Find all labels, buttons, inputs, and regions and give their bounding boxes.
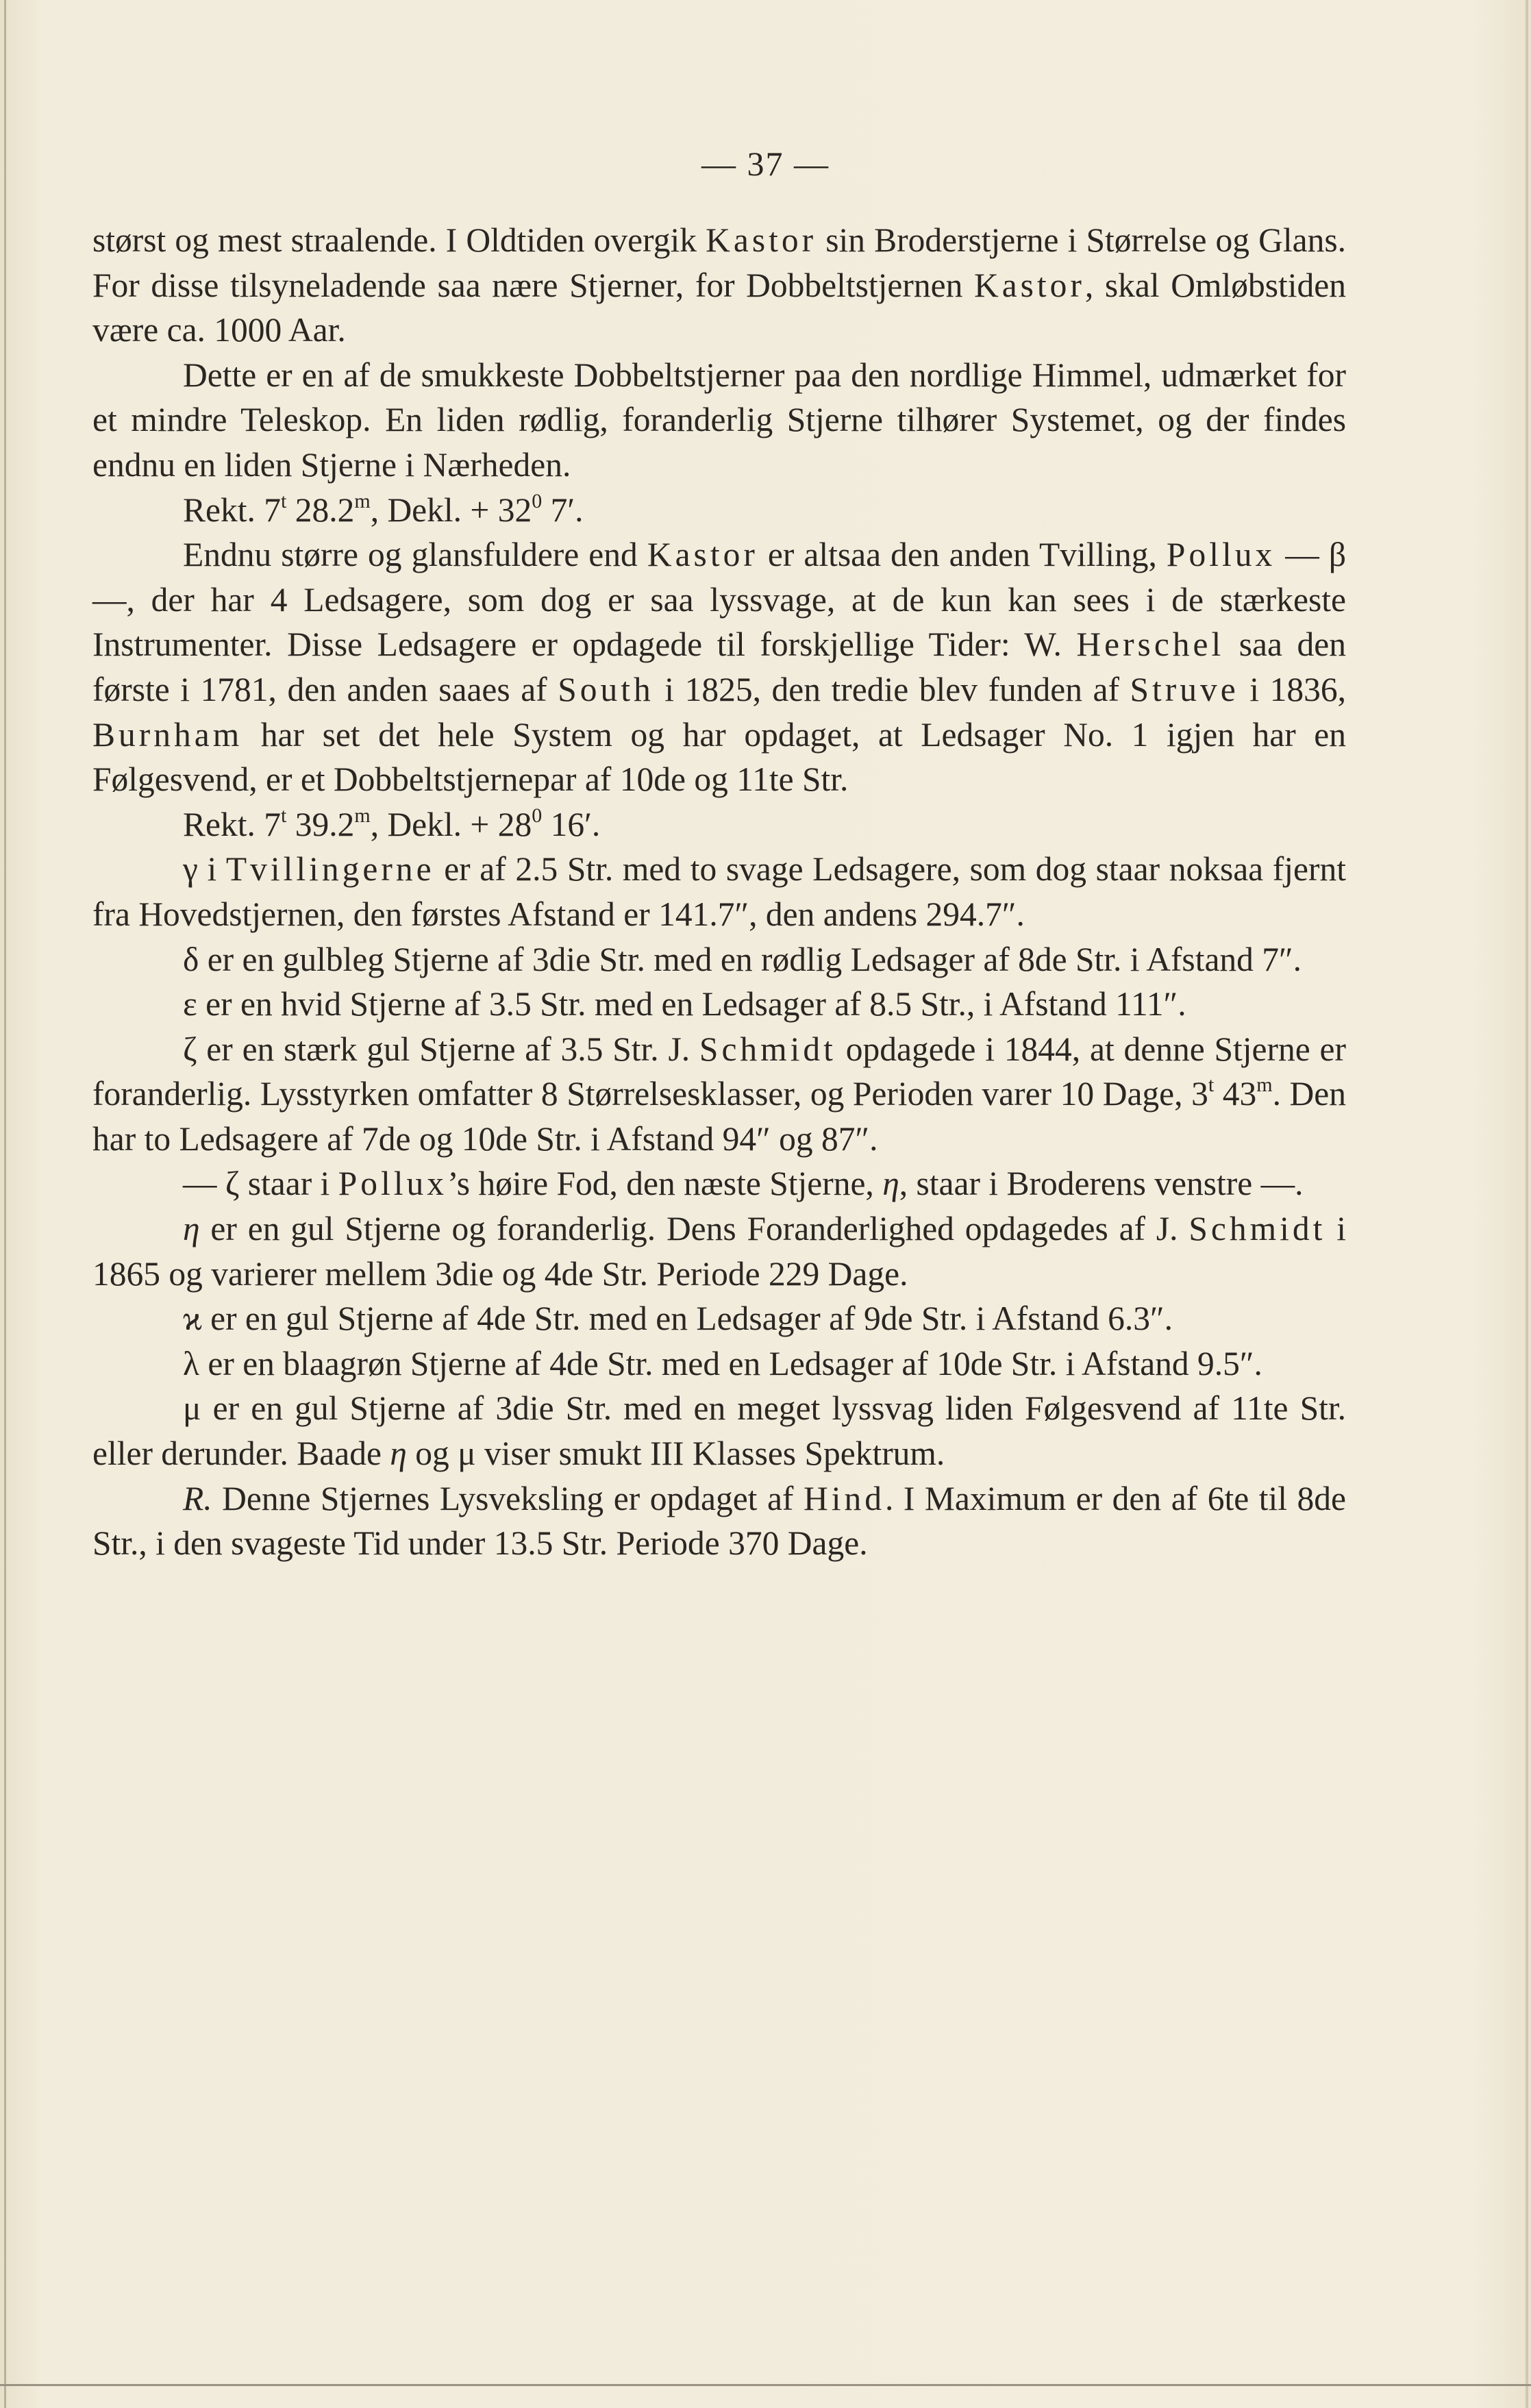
page-right-edge: [1526, 0, 1528, 2408]
paragraph-8: ε er en hvid Stjerne af 3.5 Str. med en Ledsager af 8.5 Str., i Afstand 111″.: [183, 985, 1186, 1023]
paragraph-6: γ i Tvillingerne er af 2.5 Str. med to svage Ledsagere, som dog staar noksaa fjernt fra Hovedstjernen, den førstes Afstand er 141.7″, den andens 294.7″.: [92, 850, 1346, 933]
paragraph-13: λ er en blaagrøn Stjerne af 4de Str. med en Ledsager af 10de Str. i Afstand 9.5″.: [183, 1344, 1262, 1382]
body-text: [92, 218, 1346, 1566]
page-number: — 37 —: [701, 145, 830, 183]
paragraph-9: ζ er en stærk gul Stjerne af 3.5 Str. J. Schmidt opdagede i 1844, at denne Stjerne er foranderlig. Lysstyrken omfatter 8 Størrelsesklasser, og Perioden varer 10 Dage, 3$^t$ 43$^m$. Den har to Ledsagere af 7de og 10de Str. i Afstand 94″ og 87″.: [92, 1030, 1347, 1158]
paragraph-15: R. Denne Stjernes Lysveksling er opdaget af Hind. I Maximum er den af 6te til 8de Str., i den svageste Tid under 13.5 Str. Periode 370 Dage.: [92, 1479, 1346, 1563]
paragraph-11: η er en gul Stjerne og foranderlig. Dens Foranderlighed opdagedes af J. Schmidt i 1865 og varierer mellem 3die og 4de Str. Periode 229 Dage.: [92, 1210, 1346, 1293]
page-left-edge: [4, 0, 6, 2408]
paragraph-10: — ζ staar i Pollux’s høire Fod, den næste Stjerne, η, staar i Broderens venstre —.: [183, 1165, 1304, 1203]
paragraph-2: Dette er en af de smukkeste Dobbeltstjerner paa den nordlige Himmel, udmærket for et mindre Teleskop. En liden rødlig, foranderlig Stjerne tilhører Systemet, og der findes endnu en liden Stjerne i Nærheden.: [92, 356, 1346, 484]
paragraph-5: Rekt. 7$^t$ 39.2$^m$, Dekl. + $28^0$ 16′.: [183, 804, 601, 843]
paragraph-7: δ er en gulbleg Stjerne af 3die Str. med en rødlig Ledsager af 8de Str. i Afstand 7″.: [183, 940, 1302, 978]
paragraph-14: μ er en gul Stjerne af 3die Str. med en meget lyssvag liden Følgesvend af 11te Str. eller derunder. Baade η og μ viser smukt III Klasses Spektrum.: [92, 1389, 1346, 1473]
paragraph-12: ϰ er en gul Stjerne af 4de Str. med en Ledsager af 9de Str. i Afstand 6.3″.: [183, 1300, 1173, 1338]
paragraph-3: Rekt. 7$^t$ 28.2$^m$, Dekl. + $32^0$ 7′.: [183, 489, 584, 529]
paragraph-4: Endnu større og glansfuldere end Kastor er altsaa den anden Tvilling, Pollux — β —, der har 4 Ledsagere, som dog er saa lyssvage, at de kun kan sees i de stærkeste Instrumenter. Disse Ledsagere er opdagede til forskjellige Tider: W. Herschel saa den første i 1781, den anden saaes af South i 1825, den tredie blev funden af Struve i 1836, Burnham har set det hele System og har opdaget, at Ledsager No. 1 igjen har en Følgesvend, er et Dobbeltstjernepar af 10de og 11te Str.: [92, 536, 1347, 799]
page-bottom-edge: [0, 2384, 1531, 2386]
paragraph-1: størst og mest straalende. I Oldtiden overgik Kastor sin Broderstjerne i Størrelse og Glans. For disse tilsyneladende saa nære Stjerner, for Dobbeltstjernen Kastor, skal Omløbstiden være ca. 1000 Aar.: [92, 221, 1347, 349]
